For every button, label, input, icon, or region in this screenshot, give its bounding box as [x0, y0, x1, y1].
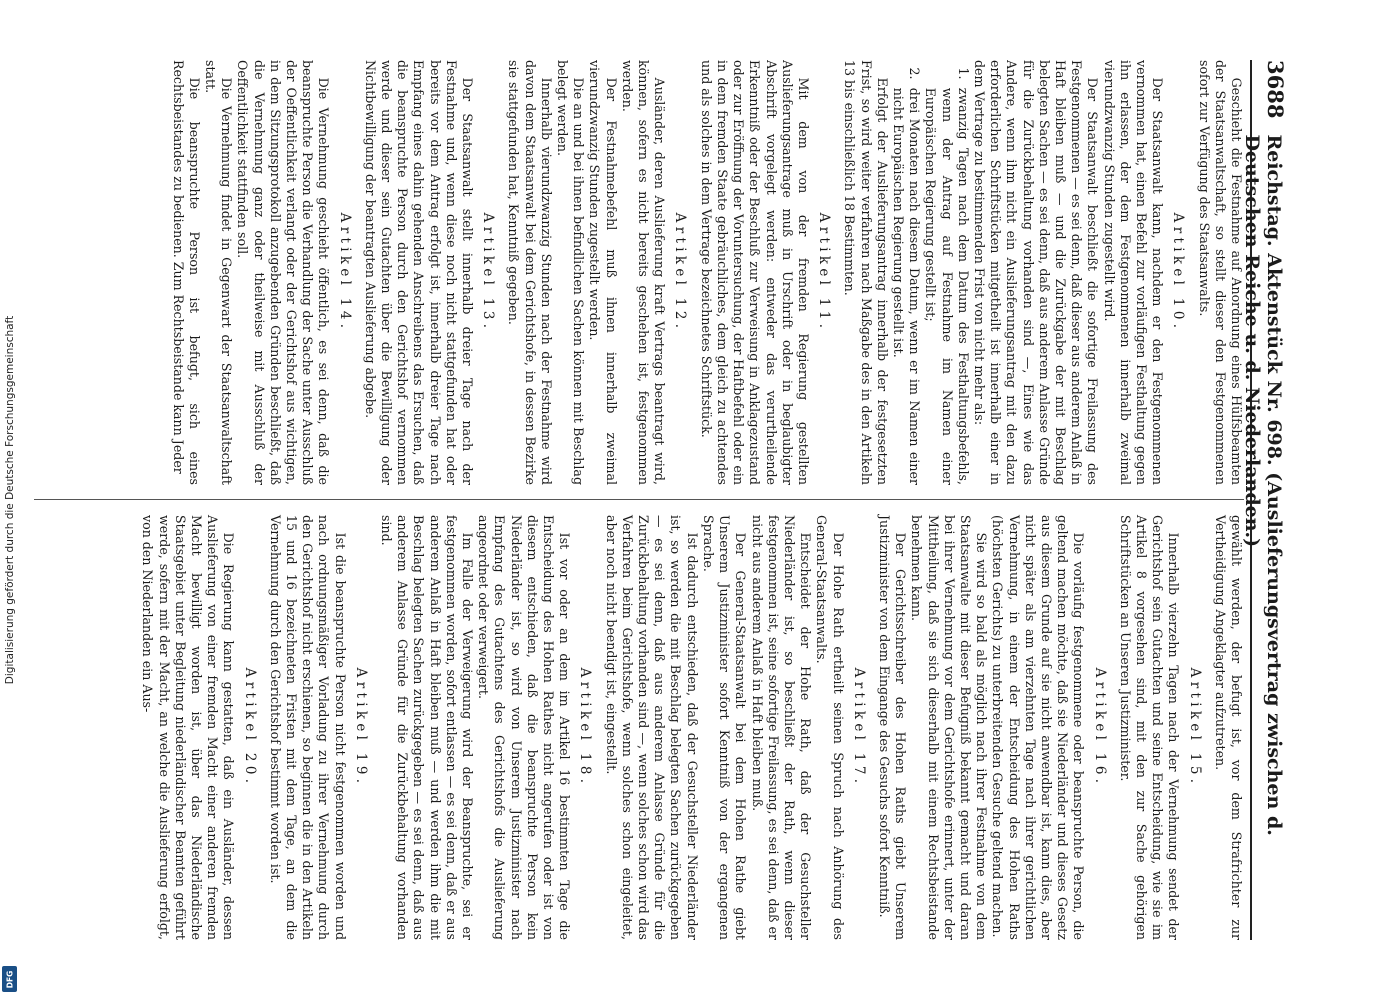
article-heading-18: Artikel 18. — [577, 667, 594, 788]
paragraph: Ist die beanspruchte Person nicht festgenommen worden und nach ordnungsmäßiger Vorladung zu ihrer Vernehmung durch den Gerichtshof nicht erschienen, so beginnen die in den Artikeln 15 und 16 bezeichneten Fristen mit dem Tage, an dem die Vernehmung durch den Gerichtshof bestimmt worden ist. — [267, 515, 348, 940]
left-column — [34, 60, 1244, 485]
paragraph: Die Regierung kann gestatten, daß ein Ausländer, dessen Auslieferung von einer fremden Macht einer anderen fremden Macht bewilligt worden ist, über das Niederländische Staatsgebiet unter Begleitung niederländischer Beamten geführt werde, sofern mit der Macht, an welche die Auslieferung erfolgt, von den Niederlanden ein Aus- — [140, 515, 237, 940]
dfg-logo-icon — [2, 966, 17, 992]
article-heading-15: Artikel 15. — [1186, 667, 1203, 788]
paragraph: Ausländer, deren Auslieferung kraft Vertrags beantragt wird, können, sofern es nicht bereits geschehen ist, festgenommen werden. — [619, 60, 668, 485]
paragraph: Der Gerichtsschreiber des Hohen Raths giebt Unserem Justizminister von dem Eingange des Gesuchs sofort Kenntniß. — [876, 515, 909, 940]
paragraph: Im Falle der Verweigerung wird der Beanspruchte, sei er festgenommen worden, sofort entlassen — es sei denn, daß er aus anderem Anlaß in Haft bleiben muß — und werden ihm die mit Beschlag belegten Sachen zurückgegeben — es sei denn, daß aus anderem Anlasse Gründe für die Zurückbehaltung vorhanden sind. — [379, 515, 476, 940]
scanned-page — [28, 60, 1288, 940]
paragraph: Der Festnahmebefehl muß ihnen innerhalb zweimal vierundzwanzig Stunden zugestellt werden. — [587, 60, 619, 485]
paragraph: Die an und bei ihnen befindlichen Sachen können mit Beschlag belegt werden. — [555, 60, 587, 485]
list-item-text: drei Monaten nach diesem Datum, wenn er im Namen einer nicht Europäischen Regierung gestellt ist. — [890, 87, 923, 485]
paragraph: Die vorläufig festgenommene oder beanspruchte Person, die geltend machen möchte, daß sie Niederländer und dieses Gesetz aus diesem Grunde auf sie nicht anwendbar ist, kann dies, aber nicht später als am vierzehnten Tage nach ihrer gerichtlichen Vernehmung, in einem der Entscheidung des Hohen Raths (höchsten Gerichts) zu unterbreitenden Gesuche geltend machen. — [990, 515, 1087, 940]
article-heading-13: Artikel 13. — [480, 212, 497, 333]
paragraph: Der Staatsanwalt kann, nachdem er den Festgenommenen vernommen hat, einen Befehl zur vorläufigen Festhaltung gegen ihn erlassen, der dem Festgenommenen innerhalb zweimal vierundzwanzig Stunden zugestellt wird. — [1101, 60, 1166, 485]
list-item: 2. drei Monaten nach diesem Datum, wenn er im Namen einer nicht Europäischen Regierung gestellt ist. — [890, 67, 923, 485]
list-item-text: zwanzig Tagen nach dem Datum des Festhaltungsbefehls, wenn der Antrag auf Festnahme im Namen einer Europäischen Regierung gestellt ist; — [923, 87, 971, 485]
page-header — [1241, 60, 1288, 940]
paragraph: Der Staatsanwalt beschließt die sofortige Freilassung des Festgenommenen — es sei denn, daß dieser aus anderem Anlaß in Haft bleiben muß — und die Zurückgabe der mit Beschlag belegten Sachen — es sei denn, daß aus anderem Anlasse Gründe für die Zurückbehaltung vorhanden sind —, Eines wie das Andere, wenn ihm nicht ein Auslieferungsantrag mit den dazu erforderlichen Schriftstücken mitgetheilt ist innerhalb einer in dem Vertrage zu bestimmenden Frist von nicht mehr als: — [971, 60, 1101, 485]
article-heading-16: Artikel 16. — [1091, 667, 1108, 788]
article-heading-14: Artikel 14. — [336, 212, 353, 333]
article-heading-10: Artikel 10. — [1170, 212, 1187, 333]
article-heading-19: Artikel 19. — [352, 667, 369, 788]
paragraph: Der Staatsanwalt stellt innerhalb dreier Tage nach der Festnahme und, wenn diese noch nicht stattgefunden hat oder bereits vor dem Antrag erfolgt ist, innerhalb dreier Tage nach Empfang eines dahin gehenden Anschreibens das Ersuchen, daß die beanspruchte Person durch den Gerichtshof vernommen werde und dieser sein Gutachten über die Bewilligung oder Nichtbewilligung der beantragten Auslieferung abgebe. — [362, 60, 476, 485]
paragraph: Erfolgt der Auslieferungsantrag innerhalb der festgesetzten Frist, so wird weiter verfahren nach Maßgabe des in den Artikeln 13 bis einschließlich 18 Bestimmten. — [842, 60, 890, 485]
paragraph: Die beanspruchte Person ist befugt, sich eines Rechtsbeistandes zu bedienen. Zum Rechtsbeistande kann Jeder — [170, 60, 202, 485]
paragraph: Ist vor oder an dem im Artikel 16 bestimmten Tage die Entscheidung des Hohen Rathes nicht angerufen oder ist von diesem entschieden, daß die beanspruchte Person kein Niederländer ist, so wird von Unserem Justizminister nach Empfang des Gutachtens des Gerichtshofs die Auslieferung angeordnet oder verweigert. — [476, 515, 573, 940]
digitization-sidebar — [0, 0, 20, 1000]
dfg-logo-text: DFG — [5, 970, 15, 988]
paragraph: Entscheidet der Hohe Rath, daß der Gesuchsteller Niederländer ist, so beschließt der Rath, wenn dieser festgenommen ist, seine sofortige Freilassung, es sei denn, daß er nicht aus anderem Anlaß in Haft bleiben muß. — [749, 515, 814, 940]
paragraph: Die Vernehmung geschieht öffentlich, es sei denn, daß die beanspruchte Person die Verhandlung der Sache unter Ausschluß der Oeffentlichkeit verlangt oder der Gerichtshof aus wichtigen, in dem Sitzungsprotokoll anzugebenden Gründen beschließt, daß die Vernehmung ganz oder theilweise mit Ausschluß der Oeffentlichkeit stattfinden soll. — [235, 60, 332, 485]
paragraph: gewählt werden, der befugt ist, vor dem Strafrichter zur Vertheidigung Angeklagter aufzutreten. — [1212, 515, 1244, 940]
article-heading-17: Artikel 17. — [850, 667, 867, 788]
right-column — [34, 515, 1244, 940]
list-item: 1. zwanzig Tagen nach dem Datum des Festhaltungsbefehls, wenn der Antrag auf Festnahme im Namen einer Europäischen Regierung gestellt ist; — [923, 67, 971, 485]
column-divider — [34, 499, 1244, 500]
paragraph: Innerhalb vierundzwanzig Stunden nach der Festnahme wird davon dem Staatsanwalt bei dem Gerichtshofe, in dessen Bezirke sie stattgefunden hat, Kenntniß gegeben. — [506, 60, 554, 485]
article-heading-20: Artikel 20. — [241, 667, 258, 788]
article-heading-11: Artikel 11. — [816, 212, 833, 333]
paragraph: Die Vernehmung findet in Gegenwart der Staatsanwaltschaft statt. — [203, 60, 235, 485]
page-content-rotated — [28, 60, 1288, 940]
paragraph: Geschieht die Festnahme auf Anordnung eines Hülfsbeamten der Staatsanwaltschaft, so stellt dieser den Festgenommenen sofort zur Verfügung des Staatsanwalts. — [1196, 60, 1244, 485]
page-number: 3688 — [1263, 60, 1288, 119]
dfg-credit-text: Digitalisierung gefördert durch die Deutsche Forschungsgemeinschaft — [4, 315, 16, 685]
paragraph: Ist dadurch entschieden, daß der Gesuchsteller Niederländer ist, so werden die mit Beschlag belegten Sachen zurückgegeben — es sei denn, daß aus anderem Anlasse Gründe für die Zurückbehaltung vorhanden sind —, wenn solches schon wird das Verfahren beim Gerichtshofe, wenn solches schon eingeleitet, aber noch nicht beendigt ist, eingestellt. — [603, 515, 700, 940]
page-title: Reichstag. Aktenstück Nr. 698. (Auslieferungsvertrag zwischen d. Deutschen Reiche u. d. Niederlanden.) — [1241, 134, 1285, 836]
paragraph: Mit dem von der fremden Regierung gestellten Auslieferungsantrage muß in Urschrift oder in beglaubigter Abschrift vorgelegt werden: entweder das verurtheilende Erkenntniß oder der Beschluß zur Verweisung in Anklagezustand oder zur Eröffnung der Voruntersuchung, der Haftbefehl oder ein in dem fremden Staate gebräuchliches, dem gleich zu achtendes und als solches in dem Vertrage bezeichnetes Schriftstück. — [698, 60, 811, 485]
paragraph: Innerhalb vierzehn Tagen nach der Vernehmung sendet der Gerichtshof sein Gutachten und seine Entscheidung, wie sie im Artikel 8 vorgesehen sind, mit den zur Sache gehörigen Schriftstücken an Unseren Justizminister. — [1117, 515, 1182, 940]
paragraph: Sie wird so bald als möglich nach ihrer Festnahme von dem Staatsanwalte mit dieser Befugniß bekannt gemacht und daran bei ihrer Vernehmung vor dem Gerichtshofe erinnert, unter der Mittheilung, daß sie sich dieserhalb mit einem Rechtsbeistande benehmen kann. — [909, 515, 990, 940]
paragraph: Der Hohe Rath ertheilt seinen Spruch nach Anhörung des General-Staatsanwalts. — [814, 515, 846, 940]
article-heading-12: Artikel 12. — [672, 212, 689, 333]
paragraph: Der General-Staatsanwalt bei dem Hohen Rathe giebt Unserem Justizminister sofort Kenntniß von der ergangenen Sprache. — [700, 515, 749, 940]
